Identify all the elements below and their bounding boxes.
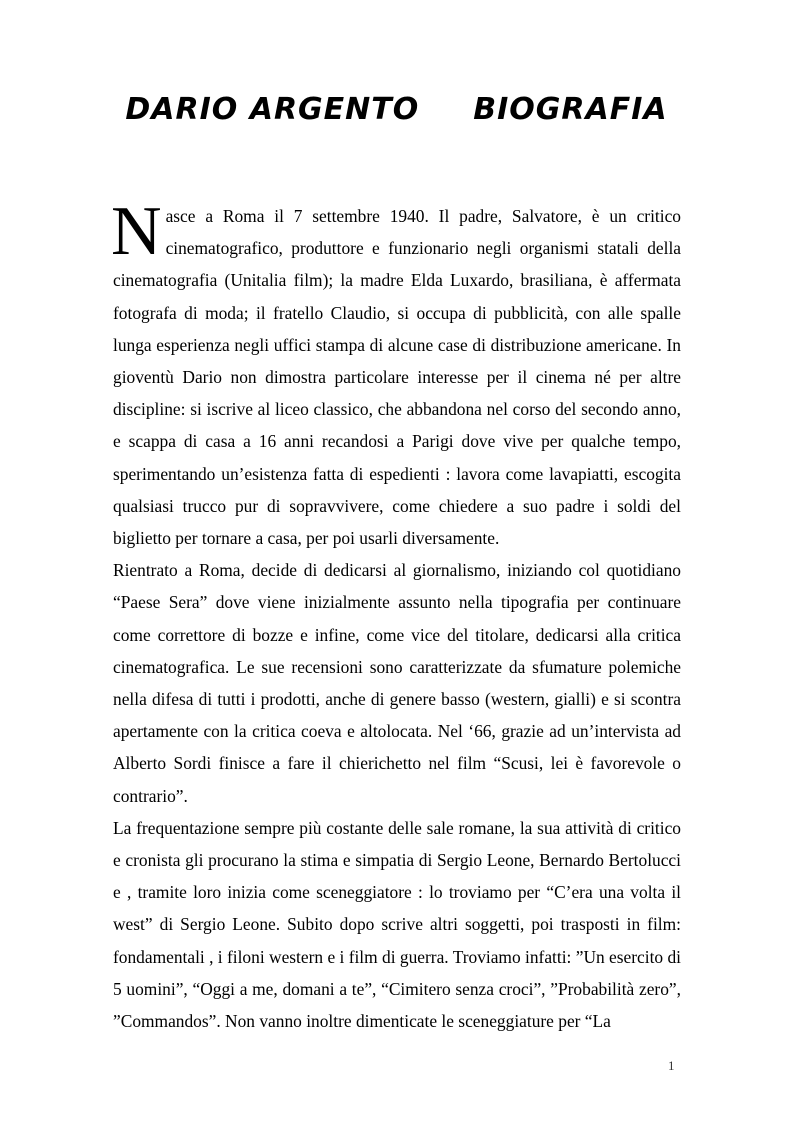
paragraph-3: La frequentazione sempre più costante delle sale romane, la sua attività di critico e cronista gli procurano la stima e simpatia di Sergio Leone, Bernardo Bertolucci e , tramite loro inizia come sceneggiatore : lo troviamo per “C’era una volta il west” di Sergio Leone. Subito dopo scrive altri soggetti, poi trasposti in film: fondamentali , i filoni western e i film di guerra. Troviamo infatti: ”Un esercito di 5 uomini”, “Oggi a me, domani a te”, “Cimitero senza croci”, ”Probabilità zero”, ”Commandos”. Non vanno inoltre dimenticate le sceneggiature per “La — [113, 817, 681, 1032]
title-section: BIOGRAFIA — [473, 92, 668, 127]
paragraph-1-text: asce a Roma il 7 settembre 1940. Il padre, Salvatore, è un critico cinematografico, produttore e funzionario negli organismi statali della cinematografia (Unitalia film); la madre Elda Luxardo, brasiliana, è affermata fotografa di moda; il fratello Claudio, si occupa di pubblicità, con alle spalle lunga esperienza negli uffici stampa di alcune case di distribuzione americane. In gioventù Dario non dimostra particolare interesse per il cinema né per altre discipline: si iscrive al liceo classico, che abbandona nel corso del secondo anno, e scappa di casa a 16 anni recandosi a Parigi dove vive per qualche tempo, sperimentando un’esistenza fatta di espedienti : lavora come lavapiatti, escogita qualsiasi trucco pur di sopravvivere, come chiedere a suo padre i soldi del biglietto per tornare a casa, per poi usarli diversamente. — [113, 206, 681, 549]
paragraph-2: Rientrato a Roma, decide di dedicarsi al giornalismo, iniziando col quotidiano “Paese Sera” dove viene inizialmente assunto nella tipografia per continuare come correttore di bozze e infine, come vice del titolare, dedicarsi alla critica cinematografica. Le sue recensioni sono caratterizzate da sfumature polemiche nella difesa di tutti i prodotti, anche di genere basso (western, gialli) e si scontra apertamente con la critica coeva e altolocata. Nel ‘66, grazie ad un’intervista ad Alberto Sordi finisce a fare il chierichetto nel film “Scusi, lei è favorevole o contrario”. — [113, 560, 681, 806]
page-title — [0, 92, 793, 127]
paragraph-1 — [111, 193, 681, 554]
title-name: DARIO ARGENTO — [125, 92, 420, 127]
drop-cap: N — [111, 193, 162, 270]
biography-text — [111, 193, 681, 1037]
page-number: 1 — [668, 1058, 675, 1073]
